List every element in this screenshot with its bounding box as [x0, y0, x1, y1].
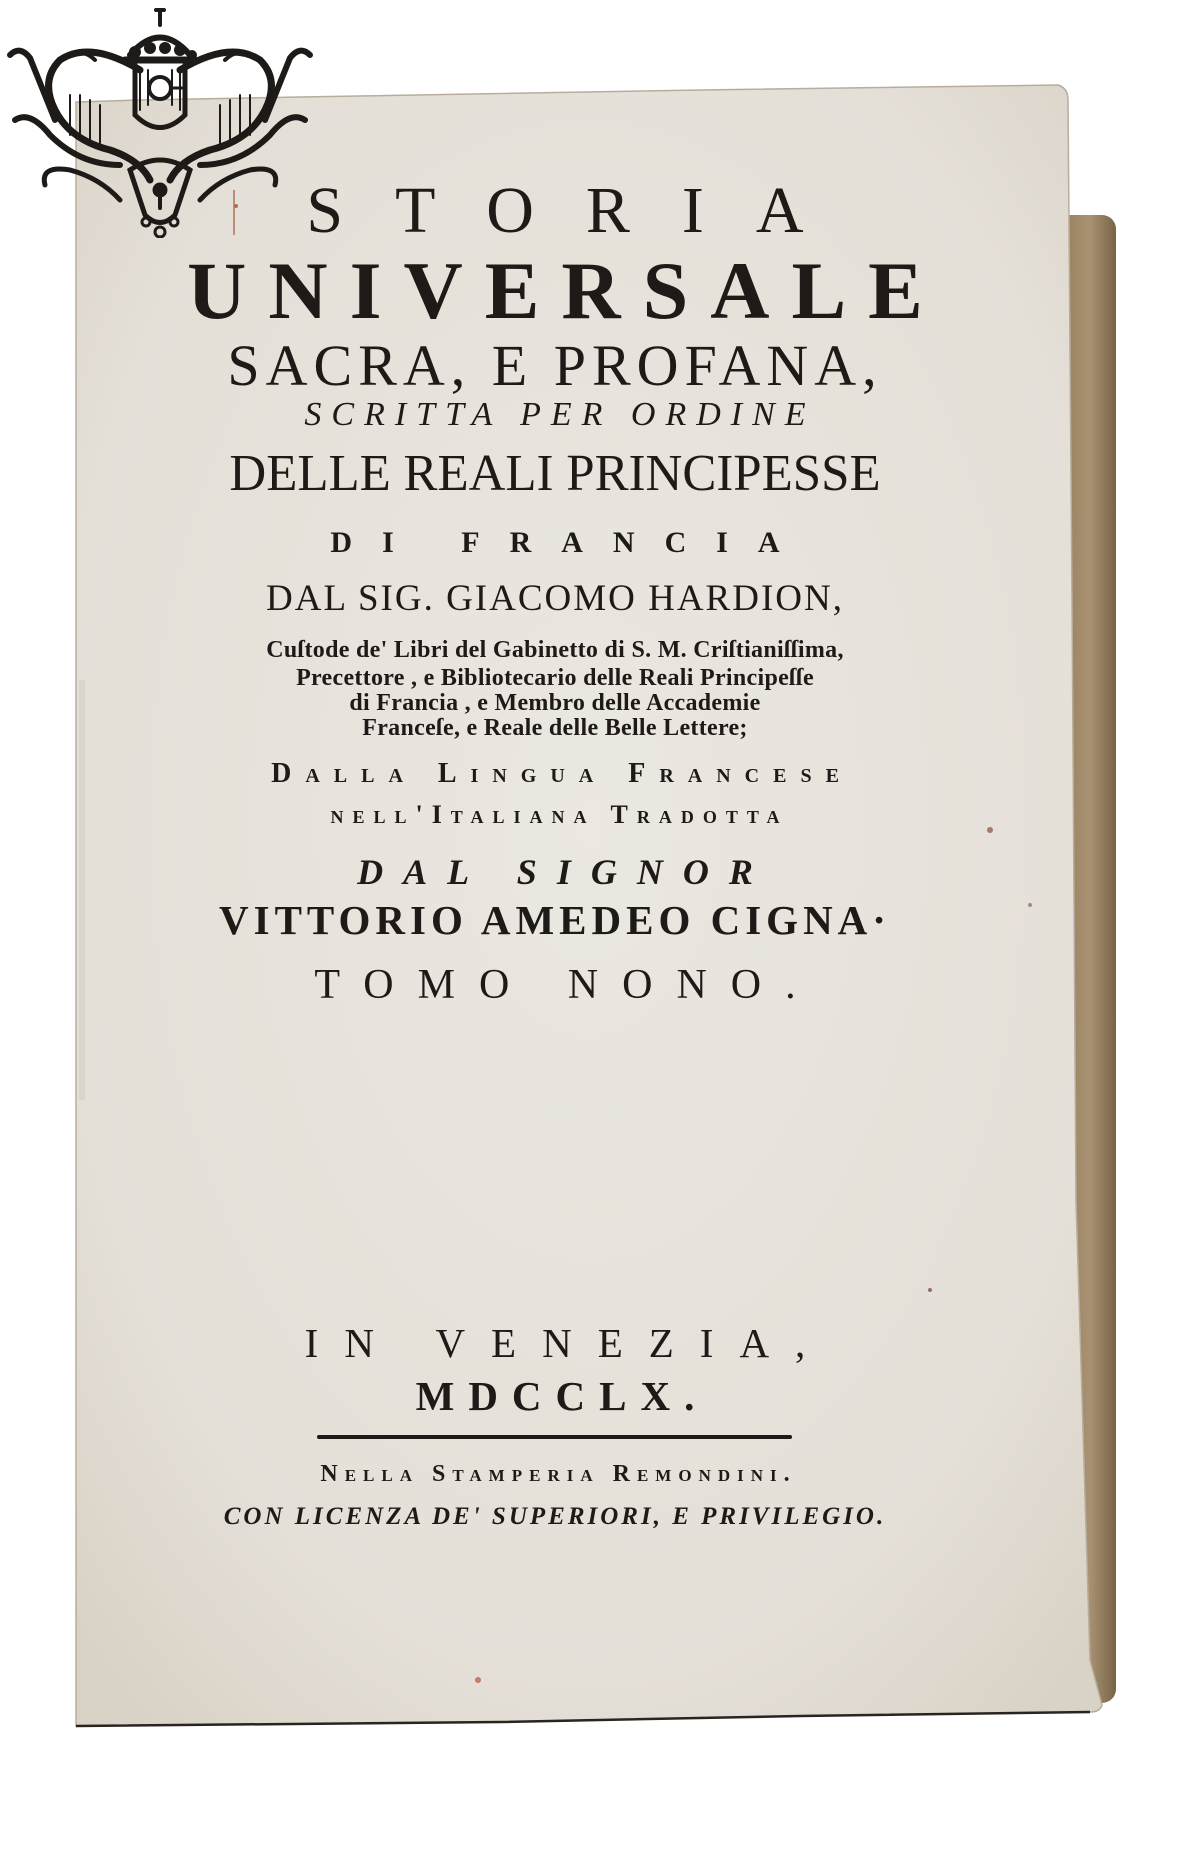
translator-prefix: DAL SIGNOR: [357, 852, 773, 892]
author-credentials-line: Cuſtode de' Libri del Gabinetto di S. M. Criſtianiſſima,: [266, 637, 844, 663]
imprint-place: IN VENEZIA,: [304, 1320, 832, 1366]
translation-note-line2: nell'Italiana Tradotta: [330, 800, 789, 829]
title-line-sacra-profana: SACRA, E PROFANA,: [227, 333, 883, 398]
imprint-license: CON LICENZA DE' SUPERIORI, E PRIVILEGIO.: [223, 1503, 887, 1530]
author-credentials-line: Franceſe, e Reale delle Belle Lettere;: [362, 715, 748, 741]
title-line-storia: STORIA: [306, 174, 856, 247]
author-credentials-line: Precettore , e Bibliotecario delle Reali Principeſſe: [296, 665, 814, 691]
imprint-printer: Nella Stamperia Remondini.: [320, 1461, 797, 1487]
subtitle-delle-reali-principesse: DELLE REALI PRINCIPESSE: [229, 445, 881, 502]
divider-rule: [317, 1435, 792, 1439]
volume-number: TOMO NONO.: [314, 962, 820, 1008]
author-line: DAL SIG. GIACOMO HARDION,: [266, 578, 844, 619]
author-credentials-line: di Francia , e Membro delle Accademie: [349, 690, 761, 716]
translation-note-line1: Dalla Lingua Francese: [271, 758, 853, 789]
printer-ornament-icon: [0, 0, 320, 238]
title-line-universale: UNIVERSALE: [187, 245, 945, 336]
translator-name: VITTORIO AMEDEO CIGNA·: [219, 897, 891, 943]
subtitle-di-francia: DI FRANCIA: [330, 526, 810, 559]
subtitle-scritta-per-ordine: SCRITTA PER ORDINE: [304, 396, 816, 433]
imprint-year: MDCCLX.: [415, 1373, 709, 1419]
